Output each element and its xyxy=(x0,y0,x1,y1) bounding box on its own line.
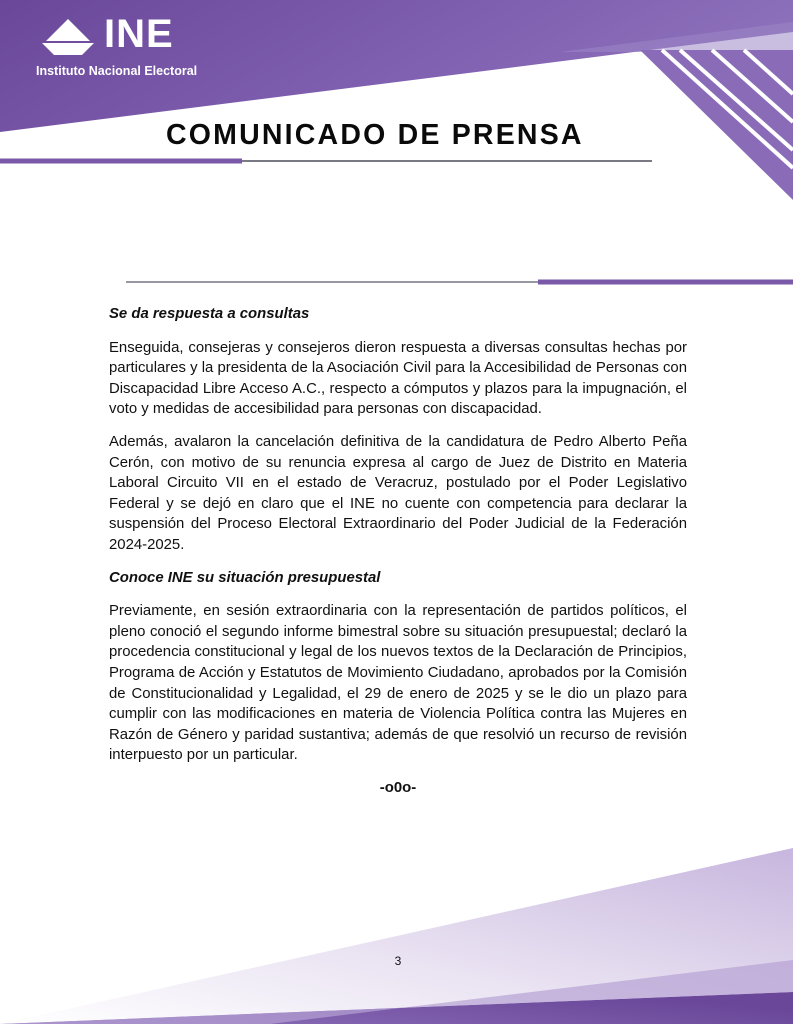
paragraph: Además, avalaron la cancelación definitiva de la candidatura de Pedro Alberto Peña Cerón, con motivo de su renuncia expresa al cargo de Juez de Distrito en Materia Laboral Circuito VII en el estado de Veracruz, postulado por el Poder Legislativo Federal y se dejó en claro que el INE no cuente con competencia para declarar la suspensión del Proceso Electoral Extraordinario del Poder Judicial de la Federación 2024-2025. xyxy=(109,433,687,553)
logo-wordmark: INE xyxy=(104,12,174,56)
press-release-body xyxy=(109,304,687,798)
paragraph: Enseguida, consejeras y consejeros dieron respuesta a diversas consultas hechas por particulares y la presidenta de la Asociación Civil para la Accesibilidad de Personas con Discapacidad Libre Acceso A.C., respecto a cómputos y plazos para la impugnación, el voto y medidas de accesibilidad para personas con discapacidad. xyxy=(109,339,687,418)
org-name: Instituto Nacional Electoral xyxy=(36,64,198,78)
page-number: 3 xyxy=(394,954,402,968)
page-title: COMUNICADO DE PRENSA xyxy=(166,119,584,151)
title-rule-accent xyxy=(0,159,242,164)
paragraph: Previamente, en sesión extraordinaria con la representación de partidos políticos, el pleno conoció el segundo informe bimestral sobre su situación presupuestal; declaró la procedencia constitucional y legal de los nuevos textos de la Declaración de Principios, Programa de Acción y Estatutos de Movimiento Ciudadano, aprobados por la Comisión de Constitucionalidad y Legalidad, el 29 de enero de 2025 y se le dio un plazo para cumplir con las modificaciones en materia de Violencia Política contra las Mujeres en Razón de Género y paridad sustantiva; además de que resolvió un recurso de revisión interpuesto por un particular. xyxy=(109,603,687,764)
closing-mark: -o0o- xyxy=(379,779,417,796)
content-rule-accent xyxy=(538,280,793,285)
ine-ballot-icon xyxy=(38,17,98,59)
section-heading: Conoce INE su situación presupuestal xyxy=(109,569,381,586)
section-heading: Se da respuesta a consultas xyxy=(109,306,310,322)
